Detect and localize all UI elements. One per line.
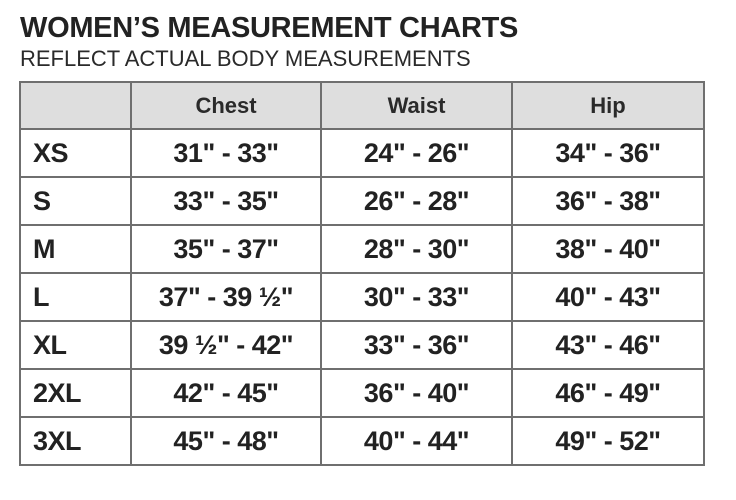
page-subtitle: REFLECT ACTUAL BODY MEASUREMENTS — [20, 46, 471, 71]
waist-cell: 36" - 40" — [321, 369, 512, 417]
table-row — [20, 417, 704, 465]
page-title: WOMEN’S MEASUREMENT CHARTS — [20, 12, 519, 44]
hip-cell: 43" - 46" — [512, 321, 704, 369]
chest-cell: 42" - 45" — [131, 369, 321, 417]
hip-cell: 36" - 38" — [512, 177, 704, 225]
size-cell: M — [20, 225, 131, 273]
chest-cell: 33" - 35" — [131, 177, 321, 225]
table-row — [20, 369, 704, 417]
hip-cell: 49" - 52" — [512, 417, 704, 465]
table-row — [20, 129, 704, 177]
hip-cell: 46" - 49" — [512, 369, 704, 417]
hip-cell: 40" - 43" — [512, 273, 704, 321]
chest-cell: 35" - 37" — [131, 225, 321, 273]
header-chest: Chest — [131, 82, 321, 129]
waist-cell: 33" - 36" — [321, 321, 512, 369]
size-cell: XL — [20, 321, 131, 369]
size-cell: XS — [20, 129, 131, 177]
hip-cell: 34" - 36" — [512, 129, 704, 177]
chest-cell: 37" - 39 ½" — [131, 273, 321, 321]
size-cell: 2XL — [20, 369, 131, 417]
size-cell: 3XL — [20, 417, 131, 465]
hip-cell: 38" - 40" — [512, 225, 704, 273]
table-row — [20, 177, 704, 225]
waist-cell: 30" - 33" — [321, 273, 512, 321]
table-row — [20, 225, 704, 273]
waist-cell: 26" - 28" — [321, 177, 512, 225]
chest-cell: 39 ½" - 42" — [131, 321, 321, 369]
size-cell: L — [20, 273, 131, 321]
size-cell: S — [20, 177, 131, 225]
chest-cell: 31" - 33" — [131, 129, 321, 177]
waist-cell: 40" - 44" — [321, 417, 512, 465]
header-row — [20, 82, 704, 129]
waist-cell: 24" - 26" — [321, 129, 512, 177]
table-row — [20, 321, 704, 369]
table-row — [20, 273, 704, 321]
header-size — [20, 82, 131, 129]
measurement-table — [19, 81, 705, 466]
header-waist: Waist — [321, 82, 512, 129]
chest-cell: 45" - 48" — [131, 417, 321, 465]
header-hip: Hip — [512, 82, 704, 129]
waist-cell: 28" - 30" — [321, 225, 512, 273]
